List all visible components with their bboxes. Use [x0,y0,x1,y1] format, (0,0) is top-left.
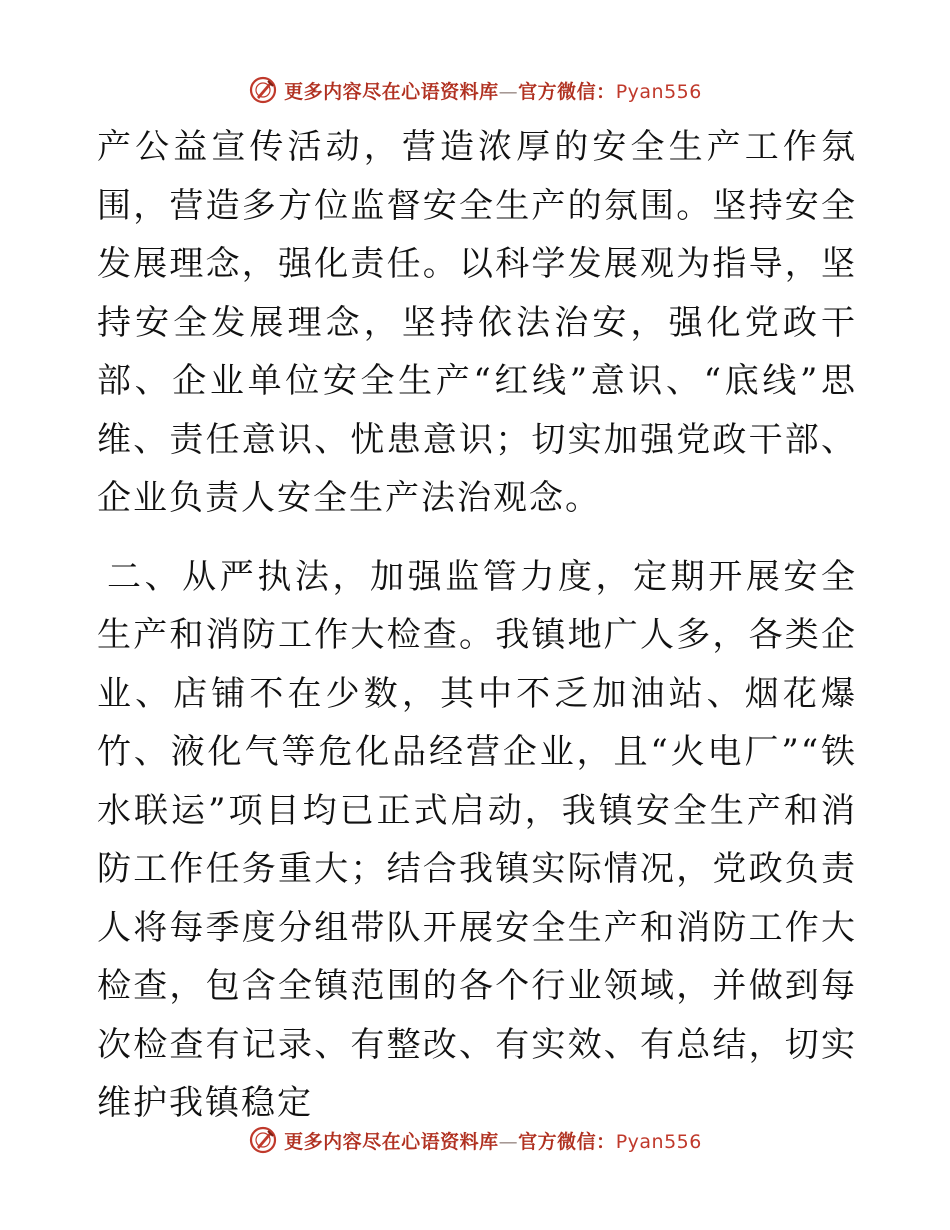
footer-site-name: 更多内容尽在心语资料库 [284,1130,499,1153]
footer-banner-text [284,1127,702,1154]
header-wechat-id: Pyan556 [615,80,702,103]
document-body [97,118,857,1133]
footer-wechat-id: Pyan556 [615,1130,702,1153]
header-site-name: 更多内容尽在心语资料库 [284,80,499,103]
footer-separator: — [498,1130,519,1153]
footer-banner [0,1120,950,1160]
header-wechat-label: 官方微信： [518,80,616,103]
pen-circle-icon [248,1125,278,1155]
body-paragraph-1: 产公益宣传活动，营造浓厚的安全生产工作氛围，营造多方位监督安全生产的氛围。坚持安全发展理念，强化责任。以科学发展观为指导，坚持安全发展理念，坚持依法治安，强化党政干部、企业单位安全生产“红线”意识、“底线”思维、责任意识、忧患意识；切实加强党政干部、企业负责人安全生产法治观念。 [97,127,857,518]
header-banner [0,70,950,110]
header-separator: — [498,80,519,103]
body-paragraph-2: 二、从严执法，加强监管力度，定期开展安全生产和消防工作大检查。我镇地广人多，各类企业、店铺不在少数，其中不乏加油站、烟花爆竹、液化气等危化品经营企业，且“火电厂”“铁水联运”项目均已正式启动，我镇安全生产和消防工作任务重大；结合我镇实际情况，党政负责人将每季度分组带队开展安全生产和消防工作大检查，包含全镇范围的各个行业领域，并做到每次检查有记录、有整改、有实效、有总结，切实维护我镇稳定 [97,556,857,1123]
footer-wechat-label: 官方微信： [518,1130,616,1153]
header-banner-text [284,77,702,104]
pen-circle-icon [248,75,278,105]
